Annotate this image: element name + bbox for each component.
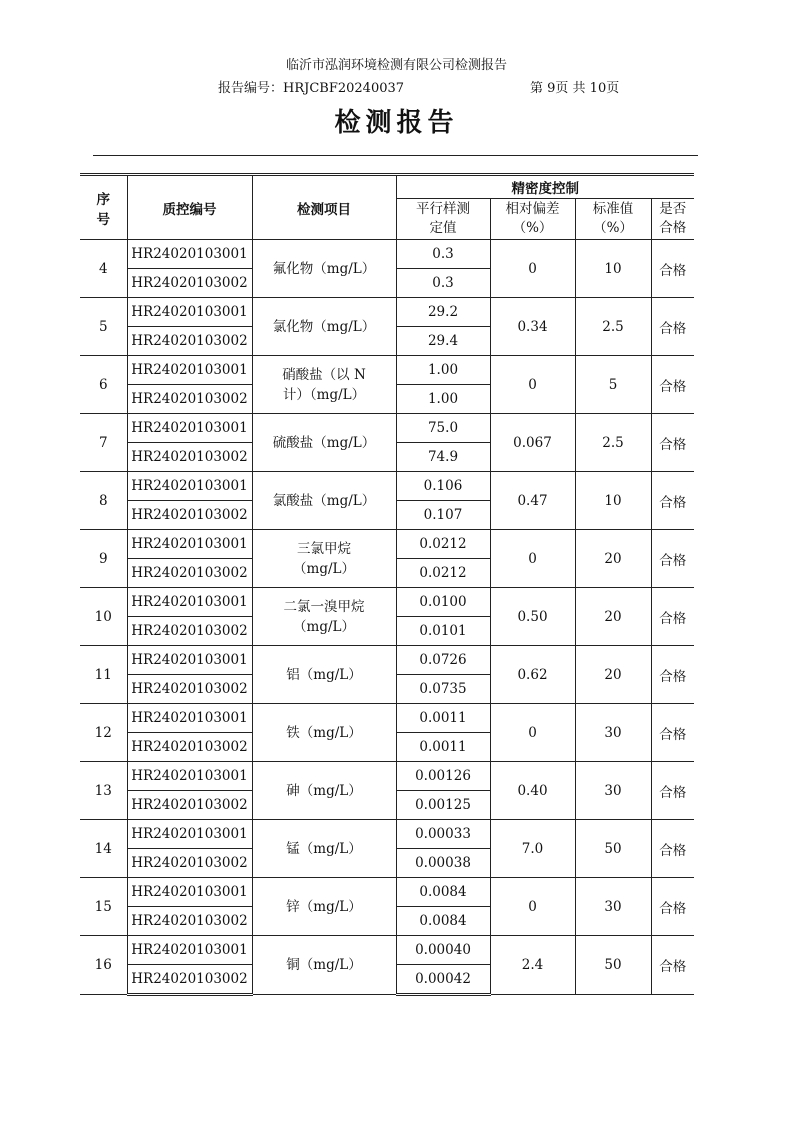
table-row: [80, 240, 694, 269]
header-standard-value: 标准值 （%）: [575, 199, 651, 240]
parallel-value-cell: 0.0735: [396, 675, 490, 704]
qc-code-cell: HR24020103001: [127, 878, 252, 907]
qc-code-cell: HR24020103002: [127, 617, 252, 646]
table-row: [80, 356, 694, 385]
item-cell: [252, 588, 396, 646]
table-row: [80, 414, 694, 443]
qc-code-cell: HR24020103001: [127, 704, 252, 733]
seq-cell: 11: [80, 646, 127, 704]
item-label: 硝酸盐（以 N: [282, 366, 366, 383]
title-divider: [93, 155, 698, 156]
page-title: 检测报告: [334, 108, 459, 138]
item-cell: [252, 530, 396, 588]
qc-code-cell: HR24020103001: [127, 762, 252, 791]
parallel-value-cell: 29.4: [396, 327, 490, 356]
relative-deviation-cell: 0.50: [490, 588, 575, 646]
report-number: 报告编号：HRJCBF20240037: [218, 81, 405, 96]
qualified-cell: 合格: [651, 820, 694, 878]
table-row: [80, 588, 694, 617]
seq-cell: 4: [80, 240, 127, 298]
item-label-unit: （mg/L）: [293, 618, 355, 635]
item-cell: [252, 878, 396, 936]
qc-code-cell: HR24020103002: [127, 849, 252, 878]
parallel-value-cell: 0.107: [396, 501, 490, 530]
relative-deviation-cell: 0.62: [490, 646, 575, 704]
table-row: [80, 936, 694, 965]
item-label: 铁（mg/L）: [286, 724, 362, 741]
qualified-cell: 合格: [651, 414, 694, 472]
qc-code-cell: HR24020103001: [127, 414, 252, 443]
qualified-cell: 合格: [651, 472, 694, 530]
relative-deviation-cell: 0.067: [490, 414, 575, 472]
item-label: 氟化物（mg/L）: [272, 260, 376, 277]
qualified-cell: 合格: [651, 936, 694, 995]
qc-code-cell: HR24020103001: [127, 472, 252, 501]
qc-code-cell: HR24020103002: [127, 559, 252, 588]
seq-cell: 6: [80, 356, 127, 414]
item-cell: [252, 646, 396, 704]
relative-deviation-cell: 0: [490, 704, 575, 762]
parallel-value-cell: 29.2: [396, 298, 490, 327]
parallel-value-cell: 0.0084: [396, 907, 490, 936]
parallel-value-cell: 1.00: [396, 356, 490, 385]
parallel-value-cell: 75.0: [396, 414, 490, 443]
qc-code-cell: HR24020103002: [127, 327, 252, 356]
item-label: 硫酸盐（mg/L）: [272, 434, 376, 451]
parallel-value-cell: 0.00042: [396, 965, 490, 995]
seq-cell: 15: [80, 878, 127, 936]
item-label: 二氯一溴甲烷: [283, 598, 365, 615]
table-row: [80, 646, 694, 675]
item-cell: [252, 704, 396, 762]
qc-code-cell: HR24020103001: [127, 530, 252, 559]
qualified-cell: 合格: [651, 762, 694, 820]
qc-code-cell: HR24020103001: [127, 936, 252, 965]
item-cell: [252, 820, 396, 878]
seq-cell: 7: [80, 414, 127, 472]
table-row: [80, 820, 694, 849]
item-label: 锰（mg/L）: [286, 840, 362, 857]
qualified-cell: 合格: [651, 530, 694, 588]
parallel-value-cell: 0.0101: [396, 617, 490, 646]
qualified-cell: 合格: [651, 356, 694, 414]
seq-cell: 5: [80, 298, 127, 356]
parallel-value-cell: 0.0212: [396, 559, 490, 588]
seq-cell: 14: [80, 820, 127, 878]
item-label: 氯酸盐（mg/L）: [272, 492, 376, 509]
standard-value-cell: 30: [575, 704, 651, 762]
parallel-value-cell: 0.00125: [396, 791, 490, 820]
parallel-value-cell: 0.3: [396, 269, 490, 298]
qualified-cell: 合格: [651, 240, 694, 298]
table-body: [80, 240, 694, 995]
header-qualified: 是否 合格: [651, 199, 694, 240]
relative-deviation-cell: 0: [490, 240, 575, 298]
table-row: [80, 704, 694, 733]
qc-code-cell: HR24020103002: [127, 443, 252, 472]
parallel-value-cell: 0.00126: [396, 762, 490, 791]
qc-code-cell: HR24020103002: [127, 501, 252, 530]
seq-cell: 9: [80, 530, 127, 588]
qc-code-cell: HR24020103001: [127, 588, 252, 617]
header-relative-deviation: 相对偏差 （%）: [490, 199, 575, 240]
standard-value-cell: 50: [575, 936, 651, 995]
item-label-unit: 计）（mg/L）: [282, 386, 366, 403]
relative-deviation-cell: 0.34: [490, 298, 575, 356]
standard-value-cell: 20: [575, 530, 651, 588]
standard-value-cell: 10: [575, 240, 651, 298]
item-cell: [252, 414, 396, 472]
relative-deviation-cell: 0: [490, 878, 575, 936]
header-seq: 序 号: [80, 175, 127, 240]
table-row: [80, 298, 694, 327]
qc-code-cell: HR24020103001: [127, 240, 252, 269]
parallel-value-cell: 0.3: [396, 240, 490, 269]
qc-code-cell: HR24020103002: [127, 269, 252, 298]
item-cell: [252, 762, 396, 820]
item-label: 氯化物（mg/L）: [272, 318, 376, 335]
table-row: [80, 762, 694, 791]
item-label: 铜（mg/L）: [286, 957, 362, 973]
standard-value-cell: 20: [575, 646, 651, 704]
parallel-value-cell: 0.00040: [396, 936, 490, 965]
item-cell: [252, 298, 396, 356]
relative-deviation-cell: 0: [490, 356, 575, 414]
parallel-value-cell: 0.0212: [396, 530, 490, 559]
standard-value-cell: 30: [575, 762, 651, 820]
seq-cell: 10: [80, 588, 127, 646]
item-label: 锌（mg/L）: [286, 898, 362, 915]
item-cell: [252, 936, 396, 995]
qualified-cell: 合格: [651, 588, 694, 646]
relative-deviation-cell: 0: [490, 530, 575, 588]
parallel-value-cell: 0.0084: [396, 878, 490, 907]
qc-code-cell: HR24020103002: [127, 675, 252, 704]
item-label: 铝（mg/L）: [286, 666, 362, 683]
relative-deviation-cell: 0.47: [490, 472, 575, 530]
parallel-value-cell: 74.9: [396, 443, 490, 472]
parallel-value-cell: 0.0011: [396, 704, 490, 733]
relative-deviation-cell: 2.4: [490, 936, 575, 995]
standard-value-cell: 20: [575, 588, 651, 646]
parallel-value-cell: 0.00033: [396, 820, 490, 849]
item-cell: [252, 472, 396, 530]
header-item: 检测项目: [252, 175, 396, 240]
standard-value-cell: 5: [575, 356, 651, 414]
qc-code-cell: HR24020103001: [127, 820, 252, 849]
parallel-value-cell: 1.00: [396, 385, 490, 414]
qc-code-cell: HR24020103002: [127, 385, 252, 414]
table-row: [80, 878, 694, 907]
item-label-unit: （mg/L）: [293, 560, 355, 577]
qc-code-cell: HR24020103002: [127, 791, 252, 820]
item-cell: [252, 356, 396, 414]
qc-code-cell: HR24020103001: [127, 298, 252, 327]
parallel-value-cell: 0.00038: [396, 849, 490, 878]
relative-deviation-cell: 0.40: [490, 762, 575, 820]
standard-value-cell: 10: [575, 472, 651, 530]
page-info: 第 9页 共 10页: [530, 81, 620, 96]
standard-value-cell: 50: [575, 820, 651, 878]
standard-value-cell: 2.5: [575, 298, 651, 356]
qc-code-cell: HR24020103001: [127, 356, 252, 385]
table-row: [80, 472, 694, 501]
seq-cell: 16: [80, 936, 127, 995]
seq-cell: 8: [80, 472, 127, 530]
qualified-cell: 合格: [651, 878, 694, 936]
qc-code-cell: HR24020103002: [127, 965, 252, 995]
parallel-value-cell: 0.0100: [396, 588, 490, 617]
standard-value-cell: 30: [575, 878, 651, 936]
relative-deviation-cell: 7.0: [490, 820, 575, 878]
qc-code-cell: HR24020103001: [127, 646, 252, 675]
item-label: 三氯甲烷: [297, 540, 351, 557]
precision-control-table: [80, 173, 694, 996]
standard-value-cell: 2.5: [575, 414, 651, 472]
header-precision-group: 精密度控制: [396, 175, 694, 199]
qualified-cell: 合格: [651, 704, 694, 762]
qc-code-cell: HR24020103002: [127, 907, 252, 936]
item-label: 砷（mg/L）: [286, 782, 362, 799]
header-qc-code: 质控编号: [127, 175, 252, 240]
seq-cell: 13: [80, 762, 127, 820]
item-cell: [252, 240, 396, 298]
parallel-value-cell: 0.0726: [396, 646, 490, 675]
qualified-cell: 合格: [651, 646, 694, 704]
company-header: 临沂市泓润环境检测有限公司检测报告: [285, 58, 507, 73]
qualified-cell: 合格: [651, 298, 694, 356]
qc-code-cell: HR24020103002: [127, 733, 252, 762]
parallel-value-cell: 0.106: [396, 472, 490, 501]
header-parallel-value: 平行样测 定值: [396, 199, 490, 240]
seq-cell: 12: [80, 704, 127, 762]
table-row: [80, 530, 694, 559]
parallel-value-cell: 0.0011: [396, 733, 490, 762]
